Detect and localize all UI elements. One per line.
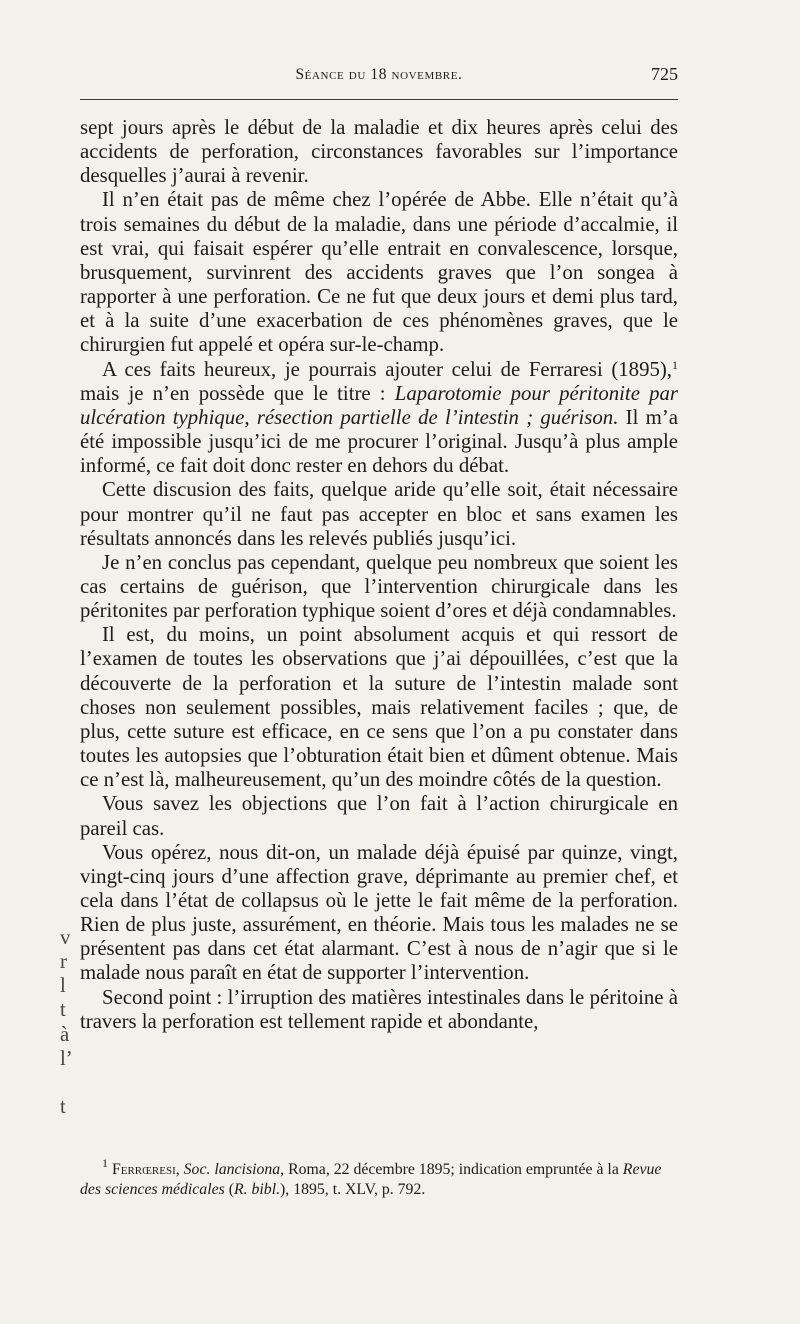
paragraph-3-part-b: mais je n’en possède que le titre : — [80, 381, 395, 405]
margin-letter: t — [60, 998, 66, 1022]
footnote-journal: Soc. lancisiona, — [183, 1161, 285, 1178]
paragraph-4: Cette discusion des faits, quelque aride qu’elle soit, était nécessaire pour montrer qu’il ne faut pas accepter en bloc et sans examen les résultats annoncés dans les relevés publiés jusqu’ici. — [80, 478, 678, 550]
running-title: Séance du 18 novembre. — [295, 66, 463, 83]
paragraph-3-part-a: A ces faits heureux, je pourrais ajouter celui de Ferraresi (1895), — [102, 357, 672, 381]
header-rule — [80, 99, 678, 100]
paragraph-6: Il est, du moins, un point absolument acquis et qui ressort de l’examen de toutes les observations que j’ai dépouillées, c’est que la découverte de la perforation et la suture de l’intestin malade sont choses non seulement possibles, mais relativement faciles ; que, de plus, cette suture est efficace, en ce sens que l’on a pu constater dans toutes les autopsies que l’obturation était bien et dûment obtenue. Mais ce n’est là, malheureusement, qu’un des moindre côtés de la question. — [80, 623, 678, 792]
paragraph-9: Second point : l’irruption des matières intestinales dans le péritoine à travers la perforation est tellement rapide et abondante, — [80, 985, 678, 1033]
margin-letter — [60, 1071, 74, 1095]
footnote-reference[interactable]: 1 — [672, 357, 678, 372]
paragraph-2: Il n’en était pas de même chez l’opérée de Abbe. Elle n’était qu’à trois semaines du début de la maladie, dans une période d’accalmie, il est vrai, qui faisait espérer qu’elle entrait en convalescence, lorsque, brusquement, survinrent des accidents graves que l’on songea à rapporter à une perforation. Ce ne fut que deux jours et demi plus tard, et à la suite d’une exacerbation de ces phénomènes graves, que le chirurgien fut appelé et opéra sur-le-champ. — [80, 188, 678, 357]
paragraph-1: sept jours après le début de la maladie et dix heures après celui des accidents de perforation, circonstances favorables sur l’importance desquelles j’aurai à revenir. — [80, 116, 678, 188]
margin-letter: à — [60, 1022, 70, 1046]
margin-letter: l — [60, 974, 66, 998]
cited-title: Laparotomie pour péritonite par ulcération typhique, résection partielle de l’intestin ; guérison. — [80, 381, 679, 429]
body-text — [80, 116, 678, 1034]
margin-letter: t — [60, 1094, 66, 1118]
footnote-text-b: ( — [224, 1181, 234, 1198]
footnote-review: Revue des sciences médicales — [80, 1161, 662, 1198]
paragraph-8: Vous opérez, nous dit-on, un malade déjà épuisé par quinze, vingt, vingt-cinq jours d’une affection grave, déprimante au premier chef, et cela dans l’état de collapsus où le jette le fait même de la perforation. Rien de plus juste, assurément, en théorie. Mais tous les malades ne se présentent pas dans cet état alarmant. C’est à nous de n’agir que si le malade nous paraît en état de supporter l’intervention. — [80, 840, 678, 985]
footnote-1 — [80, 1156, 678, 1200]
page-header — [80, 64, 678, 88]
footnote-marker: 1 — [102, 1156, 108, 1170]
page-number: 725 — [651, 64, 678, 84]
paragraph-3-part-c: Il m’a été impossible jusqu’ici de me procurer l’original. Jusqu’à plus ample informé, ce fait doit donc rester en dehors du débat. — [80, 405, 678, 478]
margin-letter: r — [60, 950, 67, 974]
footnote-bibl: R. bibl. — [233, 1181, 281, 1198]
footnote-author: Ferrœresi, — [111, 1161, 180, 1178]
paragraph-5: Je n’en conclus pas cependant, quelque peu nombreux que soient les cas certains de guérison, que l’intervention chirurgicale dans les péritonites par perforation typhique soient d’ores et déjà condamnables. — [80, 550, 678, 623]
margin-bleed-letters — [60, 926, 74, 1119]
margin-letter: l’ — [60, 1046, 73, 1070]
footnote-text-a: Roma, 22 décembre 1895; indication empruntée à la — [284, 1161, 623, 1178]
paragraph-7: Vous savez les objections que l’on fait à l’action chirurgicale en pareil cas. — [80, 792, 678, 840]
footnote — [80, 1156, 678, 1200]
paragraph-3 — [80, 358, 678, 479]
footnote-text-c: ), 1895, t. XLV, p. 792. — [280, 1181, 426, 1198]
margin-letter: v — [60, 926, 71, 949]
